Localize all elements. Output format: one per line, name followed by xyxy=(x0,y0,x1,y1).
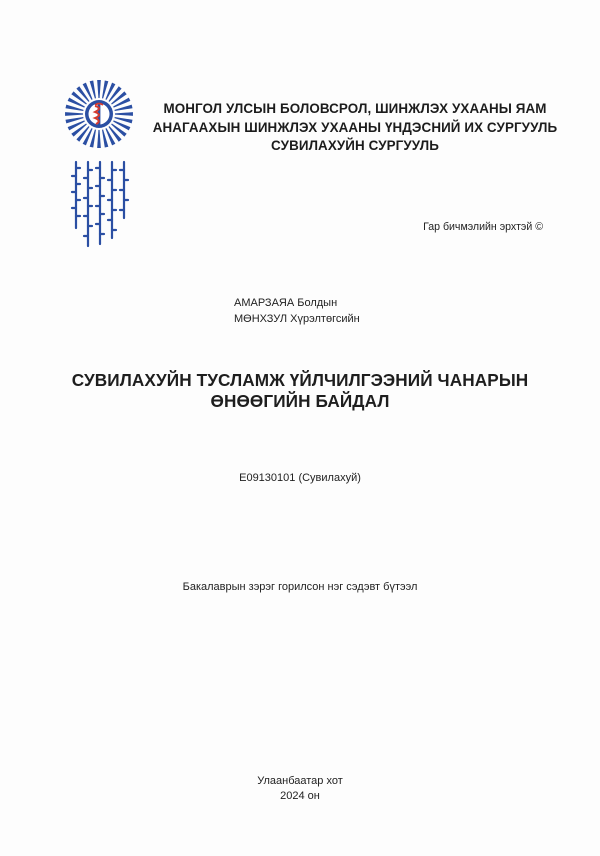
thesis-title-continued: ӨНӨӨГИЙН БАЙДАЛ xyxy=(210,391,390,411)
rights-note: Гар бичмэлийн эрхтэй © xyxy=(423,221,543,233)
emblem-ray xyxy=(97,130,101,148)
university-logo xyxy=(62,78,136,150)
emblem-ray xyxy=(97,80,101,98)
school-name: СУВИЛАХУЙН СУРГУУЛЬ xyxy=(271,138,439,153)
medical-university-emblem-icon xyxy=(62,78,136,150)
emblem-ray xyxy=(65,112,83,116)
author-name: МӨНХЗУЛ Хүрэлтөгсийн xyxy=(234,313,360,325)
year: 2024 он xyxy=(280,790,320,802)
author-name: АМАРЗАЯА Болдын xyxy=(234,297,338,309)
university-name: АНАГААХЫН ШИНЖЛЭХ УХААНЫ ҮНДЭСНИЙ ИХ СУРГУУЛЬ xyxy=(152,120,558,135)
thesis-title: СУВИЛАХУЙН ТУСЛАМЖ ҮЙЛЧИЛГЭЭНИЙ ЧАНАРЫН xyxy=(71,370,529,390)
city: Улаанбаатар хот xyxy=(257,775,343,787)
ministry-name: МОНГОЛ УЛСЫН БОЛОВСРОЛ, ШИНЖЛЭХ УХААНЫ ЯАМ xyxy=(163,101,547,116)
mongolian-script-emblem-text xyxy=(66,158,132,254)
degree-statement: Бакалаврын зэрэг горилсон нэг сэдэвт бүтээл xyxy=(182,581,418,593)
program-code: E09130101 (Сувилахуй) xyxy=(239,472,361,484)
